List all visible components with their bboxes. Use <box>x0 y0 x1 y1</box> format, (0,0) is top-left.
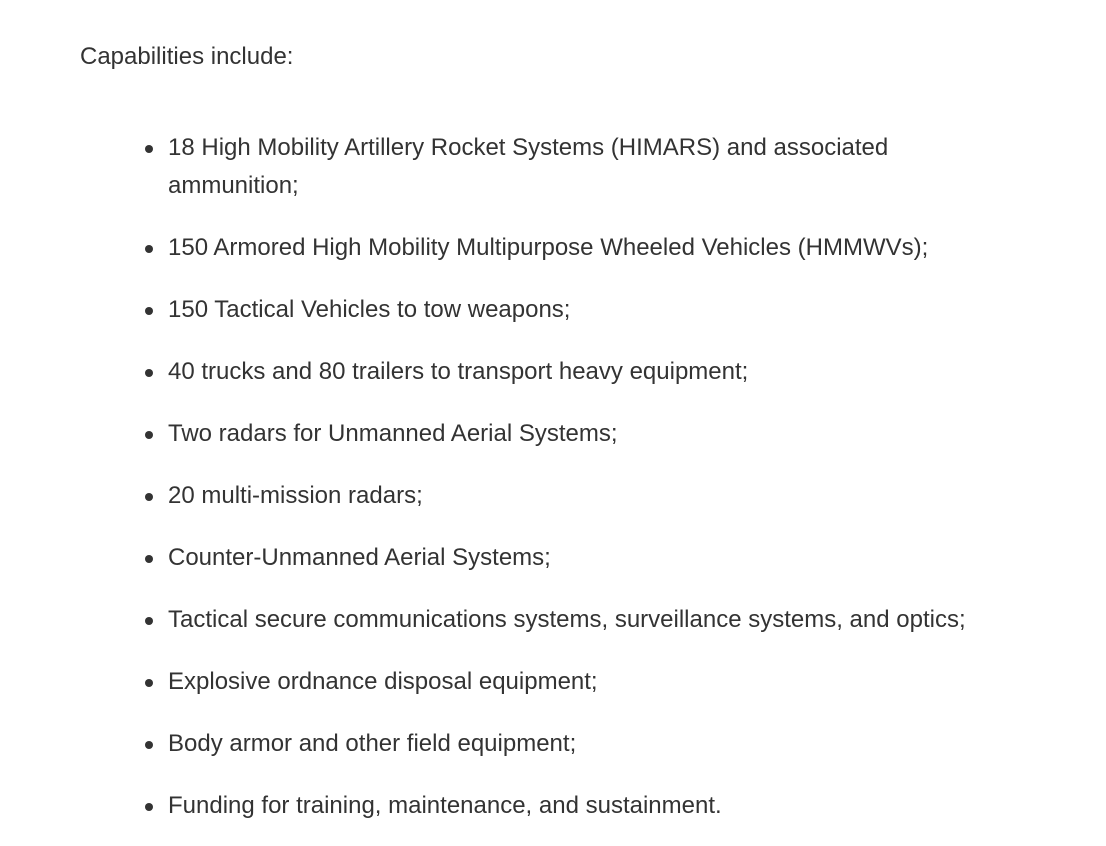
list-item <box>80 229 1028 267</box>
list-item <box>80 725 928 763</box>
list-item <box>80 787 928 825</box>
bullet-icon <box>145 555 153 563</box>
list-item-text: 18 High Mobility Artillery Rocket Systems (HIMARS) and associated ammunition; <box>168 134 889 199</box>
list-item <box>80 539 928 577</box>
bullet-icon <box>145 431 153 439</box>
intro-text: Capabilities include: <box>80 43 294 70</box>
list-item-text: 40 trucks and 80 trailers to transport heavy equipment; <box>168 358 749 385</box>
bullet-icon <box>145 307 153 315</box>
list-item <box>80 291 928 329</box>
list-item <box>80 601 1028 639</box>
bullet-icon <box>145 741 153 749</box>
bullet-icon <box>145 369 153 377</box>
list-item-text: 150 Tactical Vehicles to tow weapons; <box>168 296 571 323</box>
bullet-icon <box>145 803 153 811</box>
list-item-text: Explosive ordnance disposal equipment; <box>168 668 598 695</box>
list-item-text: Tactical secure communications systems, surveillance systems, and optics; <box>168 606 966 633</box>
bullet-icon <box>145 679 153 687</box>
list-item-text: 20 multi-mission radars; <box>168 482 423 509</box>
bullet-icon <box>145 145 153 153</box>
list-item-text: Body armor and other field equipment; <box>168 730 577 757</box>
capabilities-list <box>80 129 1040 825</box>
list-item-text: Two radars for Unmanned Aerial Systems; <box>168 420 618 447</box>
list-item-text: Counter-Unmanned Aerial Systems; <box>168 544 551 571</box>
bullet-icon <box>145 245 153 253</box>
list-item-text: 150 Armored High Mobility Multipurpose Wheeled Vehicles (HMMWVs); <box>168 234 929 261</box>
list-item <box>80 353 928 391</box>
list-item <box>80 663 928 701</box>
document-content <box>80 40 1040 825</box>
list-item-text: Funding for training, maintenance, and sustainment. <box>168 792 722 819</box>
bullet-icon <box>145 493 153 501</box>
list-item <box>80 477 928 515</box>
bullet-icon <box>145 617 153 625</box>
list-item <box>80 415 928 453</box>
list-item <box>80 129 928 205</box>
